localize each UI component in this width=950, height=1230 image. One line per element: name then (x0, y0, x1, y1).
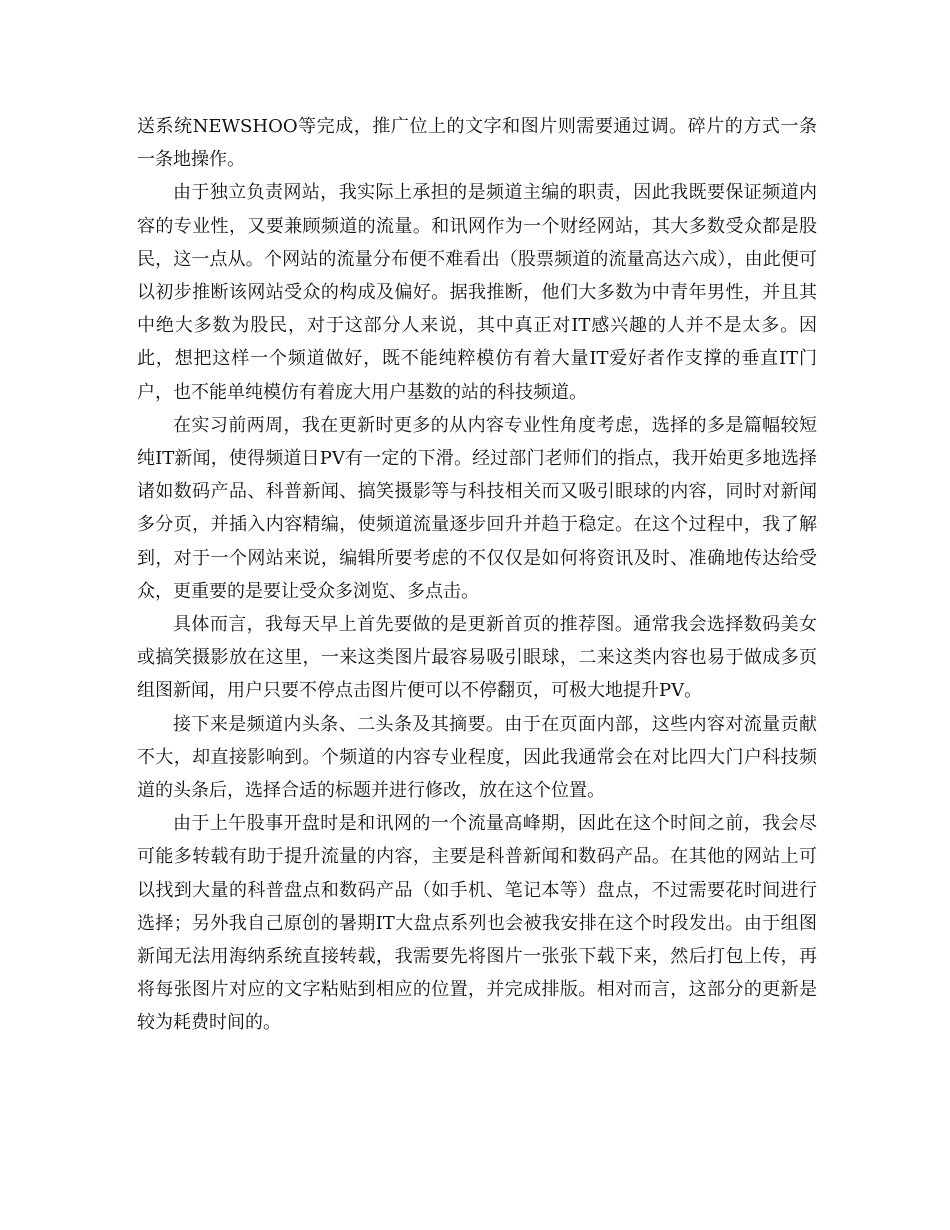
paragraph: 由于上午股事开盘时是和讯网的一个流量高峰期，因此在这个时间之前，我会尽可能多转载有助于提升流量的内容，主要是科普新闻和数码产品。在其他的网站上可以找到大量的科普盘点和数码产品（如手机、笔记本等）盘点，不过需要花时间进行选择；另外我自己原创的暑期IT大盘点系列也会被我安排在这个时段发出。由于组图新闻无法用海纳系统直接转载，我需要先将图片一张张下载下来，然后打包上传，再将每张图片对应的文字粘贴到相应的位置，并完成排版。相对而言，这部分的更新是较为耗费时间的。 (137, 813, 817, 1034)
paragraph: 由于独立负责网站，我实际上承担的是频道主编的职责，因此我既要保证频道内容的专业性，又要兼顾频道的流量。和讯网作为一个财经网站，其大多数受众都是股民，这一点从。个网站的流量分布便不难看出（股票频道的流量高达六成），由此便可以初步推断该网站受众的构成及偏好。据我推断，他们大多数为中青年男性，并且其中绝大多数为股民，对于这部分人来说，其中真正对IT感兴趣的人并不是太多。因此，想把这样一个频道做好，既不能纯粹模仿有着大量IT爱好者作支撑的垂直IT门户，也不能单纯模仿有着庞大用户基数的站的科技频道。 (137, 182, 817, 403)
paragraph: 具体而言，我每天早上首先要做的是更新首页的推荐图。通常我会选择数码美女或搞笑摄影放在这里，一来这类图片最容易吸引眼球，二来这类内容也易于做成多页组图新闻，用户只要不停点击图片便可以不停翻页，可极大地提升PV。 (137, 614, 817, 702)
document-page (137, 110, 817, 1040)
paragraph: 在实习前两周，我在更新时更多的从内容专业性角度考虑，选择的多是篇幅较短纯IT新闻，使得频道日PV有一定的下滑。经过部门老师们的指点，我开始更多地选择诸如数码产品、科普新闻、搞笑摄影等与科技相关而又吸引眼球的内容，同时对新闻多分页，并插入内容精编，使频道流量逐步回升并趋于稳定。在这个过程中，我了解到，对于一个网站来说，编辑所要考虑的不仅仅是如何将资讯及时、准确地传达给受众，更重要的是要让受众多浏览、多点击。 (137, 414, 817, 602)
paragraph: 送系统NEWSHOO等完成，推广位上的文字和图片则需要通过调。碎片的方式一条一条地操作。 (137, 116, 817, 171)
paragraph: 接下来是频道内头条、二头条及其摘要。由于在页面内部，这些内容对流量贡献不大，却直接影响到。个频道的内容专业程度，因此我通常会在对比四大门户科技频道的头条后，选择合适的标题并进行修改，放在这个位置。 (137, 713, 817, 802)
